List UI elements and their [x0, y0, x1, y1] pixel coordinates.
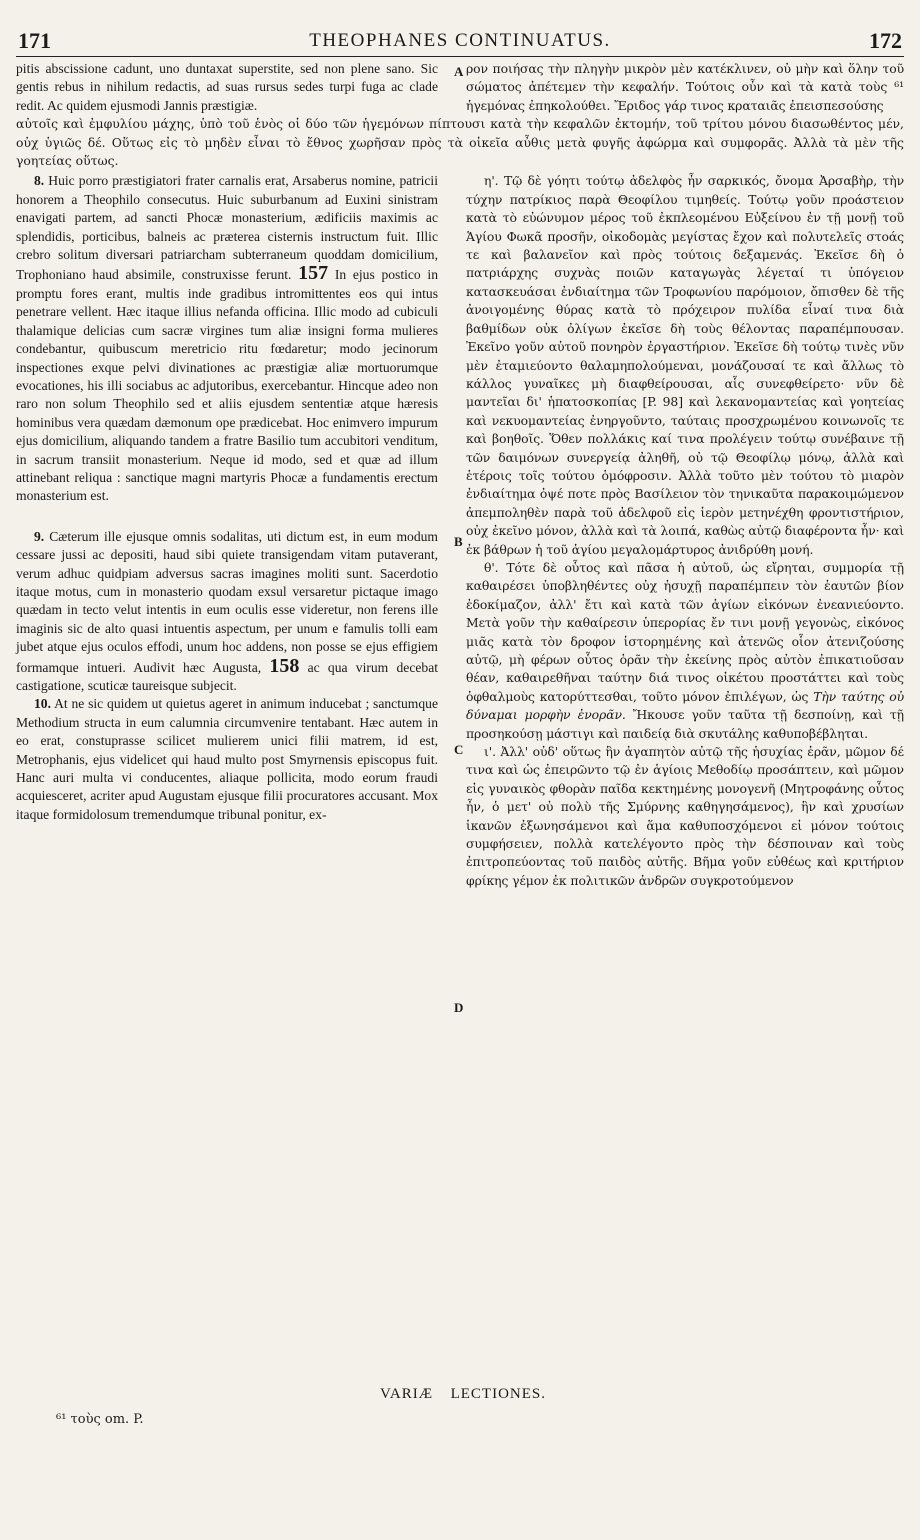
greek-column-top [452, 60, 904, 115]
greek-p9-text-b: Ἤκουσε γοῦν ταῦτα τῇ δεσποίνῃ, καὶ τῇ προσηκούσῃ μάστιγι καὶ παιδείᾳ διὰ σκυτάλης καθυποβέβληται. [466, 707, 904, 741]
latin-paragraph-10 [16, 695, 438, 824]
latin-p10-text: At ne sic quidem ut quietus ageret in animum inducebat ; sanctumque Methodium structa in eum calumnia circumvenire tentabant. Hæc autem in eo erat, constuprasse scilicet mulierem unici filii matrem, id est, Metrophanis, ejus videlicet qui haud multo post Smyrnensis episcopus fuit. Hanc auri multa vi conducentes, aliaque pollicita, modo eorum fraudi acquiesceret, acriter apud Augustam ejusque filii procuratores accusant. Mox itaque formidolosum tremendumque tribunal ponitur, ex- [16, 696, 438, 822]
latin-column-number-157: 157 [298, 262, 329, 285]
latin-p9-text-a: Cæterum ille ejusque omnis sodalitas, uti dictum est, in eum modum cessare jussi ac depositi, haud sibi quiete transigendam vitam putaverant, verum adhuc quidpiam adversus sacras imagines moliti sunt. Sacerdotio itaque motus, cum in monasterio quodam exsul versaretur pictaque imago quædam in tecto velut intentis in eum oculis esse videretur, non ferens ille imaginis sic de alto quasi intuentis aspectum, per unum e famulis tolli eam jubet atque ejus oculos effodi, unum hoc addens, non posse se ejus effigiem formamque intueri. Audivit hæc Augusta, [16, 528, 438, 675]
latin-column-number-158: 158 [269, 654, 300, 677]
running-title: THEOPHANES CONTINUATUS. [309, 30, 611, 51]
greek-column [452, 172, 904, 890]
greek-top-text: ρον ποιήσας τὴν πληγὴν μικρὸν μὲν κατέκλινεν, οὐ μὴν καὶ ὅλην τοῦ σώματος ἀπέτεμεν τὴν κεφαλήν. Τούτοις οὖν καὶ τὰ κατὰ τοὺς ⁶¹ ἡγεμόνας ἐπηκολούθει. Ἔριδος γάρ τινος κραταιᾶς ἐπεισπεσούσης [466, 61, 904, 113]
latin-p9-text-b: ac qua virum decebat castigatione, scuticæ taureisque subjecit. [16, 659, 439, 693]
greek-section-number-9: θ'. [484, 559, 499, 575]
latin-section-number-8: 8. [34, 173, 45, 189]
footnote: ⁶¹ τοὺς om. P. [56, 1412, 144, 1427]
margin-letter-c: C [454, 742, 464, 757]
variae-word-2: LECTIONES. [450, 1386, 546, 1402]
latin-section-number-9: 9. [34, 528, 45, 544]
latin-section-number-10: 10. [34, 696, 51, 712]
greek-paragraph-9 [466, 559, 904, 743]
latin-column [16, 172, 452, 890]
greek-section-number-10: ι'. [484, 744, 496, 760]
latin-top-text: pitis abscissione cadunt, uno duntaxat superstite, sed non plene sano. Sic gentis rebus in nihilum redactis, ad suas rursus sedes turpi fuga ac clade redit. Ac quidem ejusmodi Jannis præstigiæ. [16, 61, 438, 113]
latin-paragraph-8 [16, 172, 438, 505]
latin-p8-text-a: Huic porro præstigiatori frater carnalis erat, Arsaberus nomine, patricii honorem a Theophilo consecutus. Huic suburbanum ad Euxini sinistram enavigati partem, ad sancti Phocæ monasterium, ædificiis maximis ac splendidis, porticibus, balneis ac præterea cisternis instructum fuit. Illic crebro solitum diversari patriarcham subterraneum quoddam domicilium, Trophoniano haud absimile, construxisse ferunt. [16, 173, 438, 283]
greek-p9-text-a: Τότε δὲ οὗτος καὶ πᾶσα ἡ αὐτοῦ, ὡς εἴρηται, συμμορία τῇ καθαιρέσει ὑποβληθέντες οὐχ ἡσυχῇ παραπέμπειν τὸν ἑαυτῶν βίον ἐδοκίμαζον, ἀλλ' ἔτι καὶ κατὰ τῶν ἁγίων εἰκόνων ἐνεανιεύοντο. Μετὰ γοῦν τὴν καθαίρεσιν ὑπερορίας ἔν τινι μονῇ γεγονὼς, εἰκόνος μιᾶς κατὰ τὸν δροφον ἱστορημένης καὶ ἀτενῶς οἷον ἀτενιζούσης αὐτῷ, μὴ φέρων οὗτος ὁρᾶν τὴν ἐκείνης πρὸς αὐτὸν ἐπικατιοῦσαν θέαν, καθαιρεθῆναι ταύτην διά τινος οἰκέτου προστάττει καὶ τοὺς ὀφθαλμοὺς κατορύττεσθαι, τοῦτο μόνον ἐπιλέγων, ὡς [466, 559, 905, 704]
greek-p10-text: Ἀλλ' οὐδ' οὕτως ἣν ἀγαπητὸν αὐτῷ τῆς ἡσυχίας ἐρᾶν, μῶμον δέ τινα καὶ ὡς ἐπειρῶντο τῷ ἐν ἁγίοις Μεθοδίῳ προσάπτειν, καὶ μῶμον εἰς γυναικὸς φθορὰν παῖδα κεκτημένης μονογενῆ (Μητροφάνης οὗτος ἦν, ὁ μετ' οὐ πολὺ τῆς Σμύρνης καθηγησάμενος), ἣν καὶ χρυσίων ἱκανῶν ἐξωνησάμενοι καὶ ἅμα καθυποσχόμενοι εἰ μόνον τούτοις συμφήσειεν, πολλὰ κατελέγοντο πρὸς τὴν δέσποιναν καὶ τοὺς ἐπιτροπεύοντας τοῦ παιδὸς αὐτῆς. Βῆμα γοῦν εὐθέως καὶ κριτήριον φρίκης γέμον ἐκ πολιτικῶν ἀνδρῶν συγκροτούμενον [466, 744, 904, 888]
page-number-left: 171 [18, 28, 51, 53]
margin-letter-a: A [454, 64, 464, 79]
greek-section-number-8: η'. [484, 173, 499, 189]
greek-paragraph-10 [466, 743, 904, 890]
greek-p8-text: Τῷ δὲ γόητι τούτῳ ἀδελφὸς ἦν σαρκικός, ὄνομα Ἀρσαβὴρ, τὴν τύχην πατρίκιος παρὰ Θεοφίλου τιμηθείς. Τούτῳ γοῦν προάστειον κατὰ τὸ εὐώνυμον μέρος τοῦ ἐκπλεομένου Εὐξείνου ἐν τῇ μονῇ τοῦ Ἁγίου Φωκᾶ προσῆν, οἰκοδομὰς μεγίστας ἔχον καὶ πολυτελεῖς στοάς τε καὶ βαλανεῖον καὶ πρὸς τούτοις δεξαμενάς. Ἐκεῖσε δὴ ὁ πατριάρχης συχνὰς ποιῶν καταγωγὰς λέγεταί τι ὑπόγειον κατασκευάσαι ἐνδιαίτημα τῶν Τροφωνίου παρόμοιον, ὄπισθεν δὲ τῆς ἀνοιγομένης θύρας κατὰ τὸ πρόχειρον πυλίδα εἶναί τινα διὰ βαθμίδων οὐκ ὀλίγων ἐκεῖσε δὴ τοὺς θέλοντας παραπέμπουσαν. Ἐκεῖνο γοῦν αὐτοῦ πονηρὸν ἐργαστήριον. Ἐκεῖσε δὴ τούτῳ τινὲς νῦν μὲν ἐταμιεύοντο θαλαμηπολούμεναι, μονάζουσαί τε καὶ ἄλλως τὸ κάλλος γυναῖκες μὴ διαφθείρουσαι, αἷς συνεφθείρετο· νῦν δὲ μαντεῖαι δι' ἡπατοσκοπίας [P. 98] καὶ λεκανομαντείας καὶ γοητείας καὶ νεκυομαντείας ἐνηργοῦντο, ταύταις προσχρωμένου κοινωνοῖς τε καὶ βοηθοῖς. Ὅθεν πολλάκις καί τινα προλέγειν τούτῳ συνέβαινε τῇ τῶν δαιμόνων συνεργείᾳ ἀληθῆ, οὐ τῷ Θεοφίλῳ μόνῳ, ἀλλὰ καὶ ἑτέροις τοῖς τούτου ὁμόφροσιν. Ἀλλὰ τοῦτο μὲν τούτου τὸ μιαρὸν ἐνδιαίτημα ὀψέ ποτε πρὸς Βασίλειον τὸν τηνικαῦτα παρακοιμώμενον ἀπεμποληθὲν παρὰ τοῦ ἀδελφοῦ εἰς ἱερὸν μετηνέχθη φροντιστήριον, οὐχ ἐκεῖνο μόνον, ἀλλὰ καὶ τὰ λοιπά, καθὼς αὐτῷ διαφέροντα ἦν· καὶ ἐκ βάθρων ἡ τοῦ ἁγίου μεγαλομάρτυρος ἀνιδρύθη μονή. [466, 173, 904, 557]
latin-column-top [16, 60, 452, 115]
latin-paragraph-9 [16, 528, 438, 696]
main-columns [16, 172, 904, 890]
greek-p9-quotation: Τὴν ταύτης οὐ δύναμαι μορφὴν ἐνορᾶν. [466, 688, 904, 723]
variae-word-1: VARIÆ [380, 1386, 434, 1402]
greek-full-width-text: αὐτοῖς καὶ ἐμφυλίου μάχης, ὑπὸ τοῦ ἑνὸς οἱ δύο τῶν ἡγεμόνων πίπτουσι κατὰ τὴν κεφαλῶν ἐκτομήν, τοῦ τρίτου μόνου διασωθέντος μέν, οὐχ ὑγιῶς δέ. Οὕτως εἰς τὸ μηδὲν εἶναι τὸ ἔθνος χωρῆσαν πρὸς τὰ οἰκεῖα αὖθις μετὰ φυγῆς ἀφώρμα καὶ συμφορᾶς. Ἀλλὰ τὰ μὲν τῆς γοητείας οὕτως. [16, 116, 904, 169]
page-number-right: 172 [869, 28, 902, 53]
variae-lectiones-heading [380, 1386, 546, 1403]
latin-p8-text-b: In ejus postico in promptu fores erant, multis inde gradibus intromittentes eos qui intus penetrare vellent. Hæc itaque illius nefanda officina. Illic modo ad cubiculi thalamique delicias cum sacræ virgines tum aliæ insigni forma mulieres condebantur, quibuscum meretricio ritu fœdaretur; modo jecinorum inspectiones exque pelvi divinationes ac præstigiæ aliæ mortuorumque evocationes, his illi sociabus ac adjutoribus, exercebantur. Hincque adeo non raro non solum Theophilo sed et aliis ejusdem sententiæ atque hæresis hominibus vera quædam dæmonum ope prædicebat. Hoc enimvero impurum ejus domicilium, aliquando tandem a fratre Basilio tum accubitori venditum, in sacrum transiit monasterium. Neque id modo, sed et quæ ad illum attinebant reliqua : sanctique magni martyris Phocæ a fundamentis erectum monasterium est. [16, 267, 438, 504]
margin-letter-d: D [454, 1000, 464, 1015]
greek-paragraph-8 [466, 172, 904, 559]
paragraph-gap [16, 506, 438, 528]
margin-letter-b: B [454, 534, 463, 549]
lower-block [16, 172, 904, 890]
running-head [16, 26, 904, 57]
